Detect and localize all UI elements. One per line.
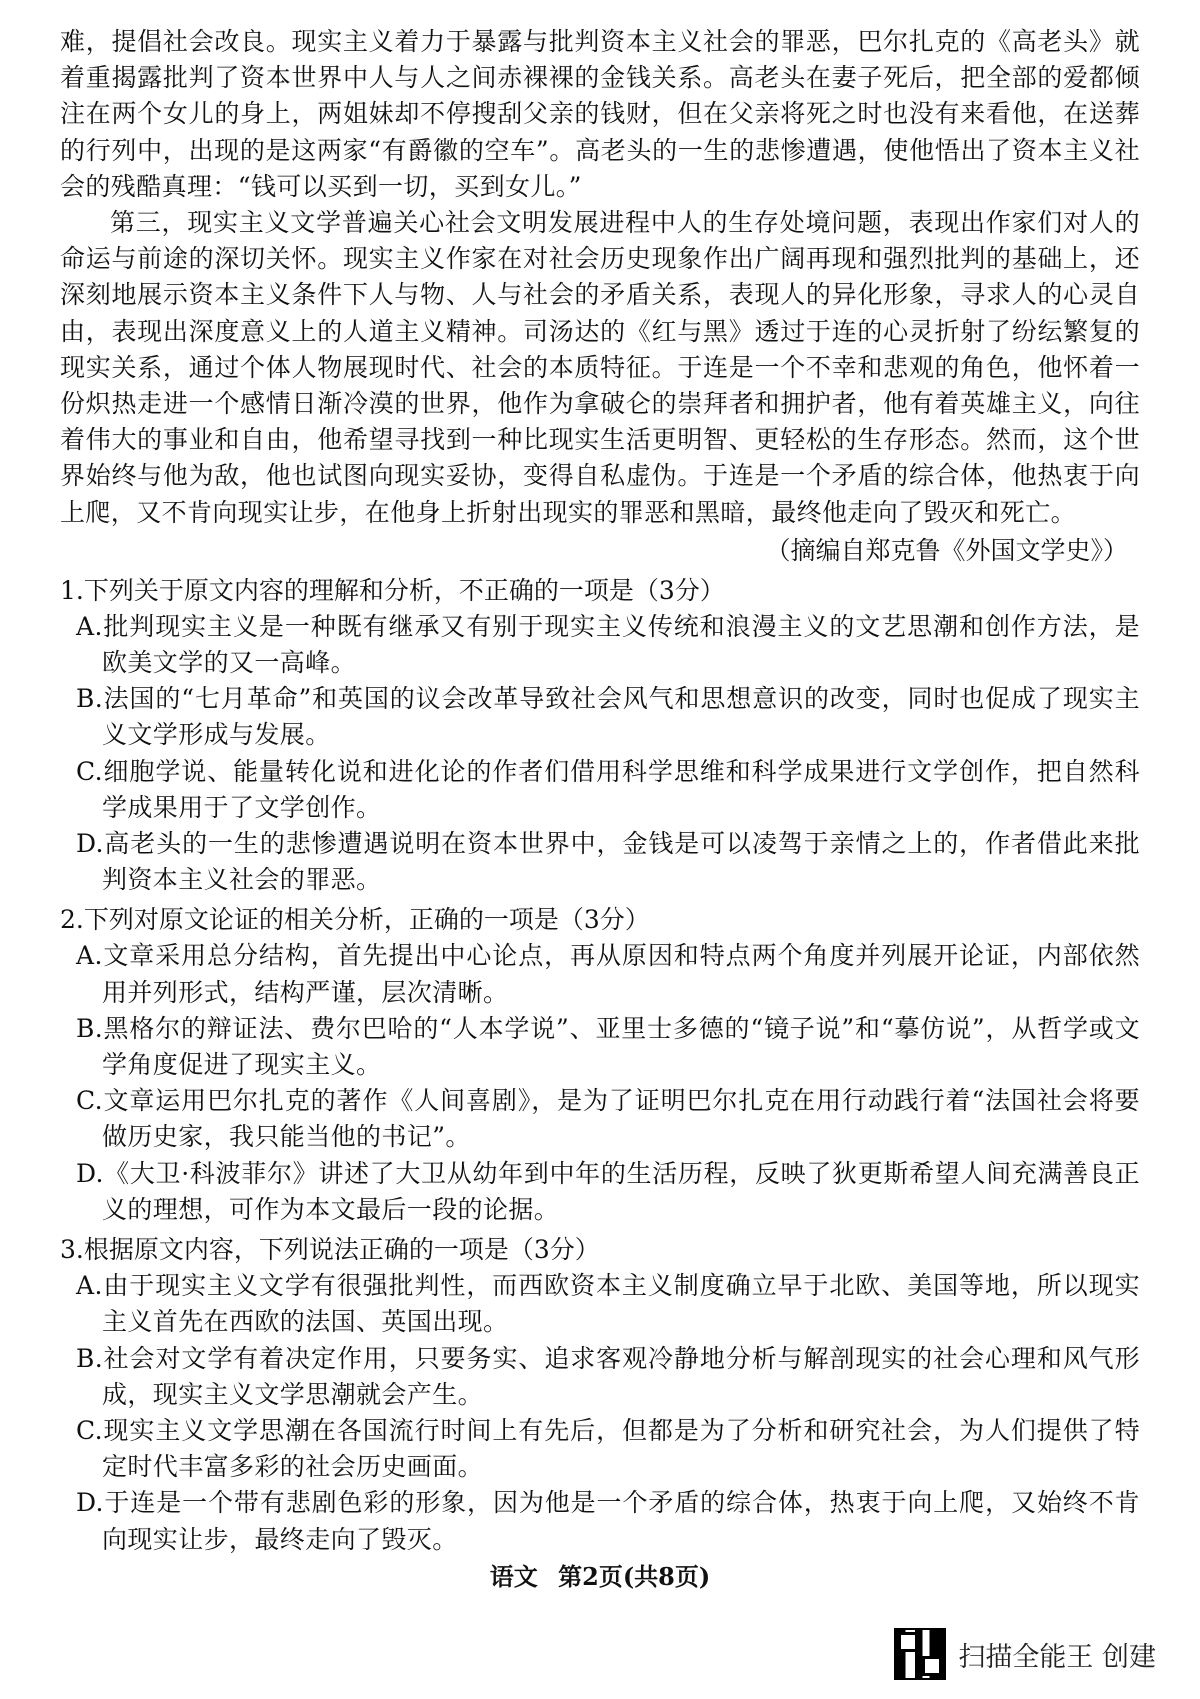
scanner-watermark: [894, 1628, 1156, 1680]
passage-paragraph-2: 第三，现实主义文学普遍关心社会文明发展进程中人的生存处境问题，表现出作家们对人的命运与前途的深切关怀。现实主义作家在对社会历史现象作出广阔再现和强烈批判的基础上，还深刻地展示资本主义条件下人与物、人与社会的矛盾关系，表现人的异化形象，寻求人的心灵自由，表现出深度意义上的人道主义精神。司汤达的《红与黑》透过于连的心灵折射了纷纭繁复的现实关系，通过个体人物展现时代、社会的本质特征。于连是一个不幸和悲观的角色，他怀着一份炽热走进一个感情日渐冷漠的世界，他作为拿破仑的崇拜者和拥护者，他有着英雄主义，向往着伟大的事业和自由，他希望寻找到一种比现实生活更明智、更轻松的生存形态。然而，这个世界始终与他为敌，他也试图向现实妥协，变得自私虚伪。于连是一个矛盾的综合体，他热衷于向上爬，又不肯向现实让步，在他身上折射出现实的罪恶和黑暗，最终他走向了毁灭和死亡。: [60, 208, 1140, 527]
watermark-text: 扫描全能王 创建: [958, 1641, 1156, 1673]
question-stem: 1.下列关于原文内容的理解和分析，不正确的一项是（3分）: [60, 575, 725, 605]
option-a: A.由于现实主义文学有很强批判性，而西欧资本主义制度确立早于北欧、美国等地，所以现实主义首先在西欧的法国、英国出现。: [76, 1271, 1140, 1337]
option-c: C.现实主义文学思潮在各国流行时间上有先后，但都是为了分析和研究社会，为人们提供了特定时代丰富多彩的社会历史画面。: [76, 1415, 1140, 1482]
question-stem: 3.根据原文内容，下列说法正确的一项是（3分）: [60, 1235, 600, 1265]
footer-page-number: 第2页(共8页): [558, 1562, 711, 1591]
qr-code-icon: [894, 1628, 946, 1680]
option-d: D.于连是一个带有悲剧色彩的形象，因为他是一个矛盾的综合体，热衷于向上爬，又始终不肯向现实让步，最终走向了毁灭。: [76, 1488, 1140, 1554]
option-c: C.细胞学说、能量转化说和进化论的作者们借用科学思维和科学成果进行文学创作，把自然科学成果用于了文学创作。: [76, 756, 1140, 822]
option-c: C.文章运用巴尔扎克的著作《人间喜剧》，是为了证明巴尔扎克在用行动践行着“法国社会将要做历史家，我只能当他的书记”。: [76, 1086, 1140, 1152]
option-b: B.社会对文学有着决定作用，只要务实、追求客观冷静地分析与解剖现实的社会心理和风气形成，现实主义文学思潮就会产生。: [76, 1343, 1140, 1409]
passage-paragraph-1: 难，提倡社会改良。现实主义着力于暴露与批判资本主义社会的罪恶，巴尔扎克的《高老头》就着重揭露批判了资本世界中人与人之间赤裸裸的金钱关系。高老头在妻子死后，把全部的爱都倾注在两个女儿的身上，两姐妹却不停搜刮父亲的钱财，但在父亲将死之时也没有来看他，在送葬的行列中，出现的是这两家“有爵徽的空车”。高老头的一生的悲惨遭遇，使他悟出了资本主义社会的残酷真理：“钱可以买到一切，买到女儿。”: [60, 27, 1140, 201]
option-b: B.黑格尔的辩证法、费尔巴哈的“人本学说”、亚里士多德的“镜子说”和“摹仿说”，从哲学或文学角度促进了现实主义。: [76, 1013, 1140, 1080]
option-b: B.法国的“七月革命”和英国的议会改革导致社会风气和思想意识的改变，同时也促成了现实主义文学形成与发展。: [76, 684, 1140, 750]
option-a: A.批判现实主义是一种既有继承又有别于现实主义传统和浪漫主义的文艺思潮和创作方法，是欧美文学的又一高峰。: [76, 611, 1140, 678]
option-d: D.高老头的一生的悲惨遭遇说明在资本世界中，金钱是可以凌驾于亲情之上的，作者借此来批判资本主义社会的罪恶。: [76, 829, 1140, 895]
question-2: [60, 902, 1140, 1228]
passage-source: （摘编自郑克鲁《外国文学史》）: [765, 535, 1128, 565]
exam-page: [60, 24, 1140, 1558]
question-3: [60, 1232, 1140, 1558]
footer-subject: 语文: [489, 1562, 538, 1591]
option-d: D.《大卫·科波菲尔》讲述了大卫从幼年到中年的生活历程，反映了狄更斯希望人间充满善良正义的理想，可作为本文最后一段的论据。: [76, 1158, 1140, 1224]
question-stem: 2.下列对原文论证的相关分析，正确的一项是（3分）: [60, 905, 650, 935]
question-1: [60, 573, 1140, 899]
page-footer: [0, 1557, 1200, 1592]
option-a: A.文章采用总分结构，首先提出中心论点，再从原因和特点两个角度并列展开论证，内部依然用并列形式，结构严谨，层次清晰。: [76, 941, 1140, 1007]
